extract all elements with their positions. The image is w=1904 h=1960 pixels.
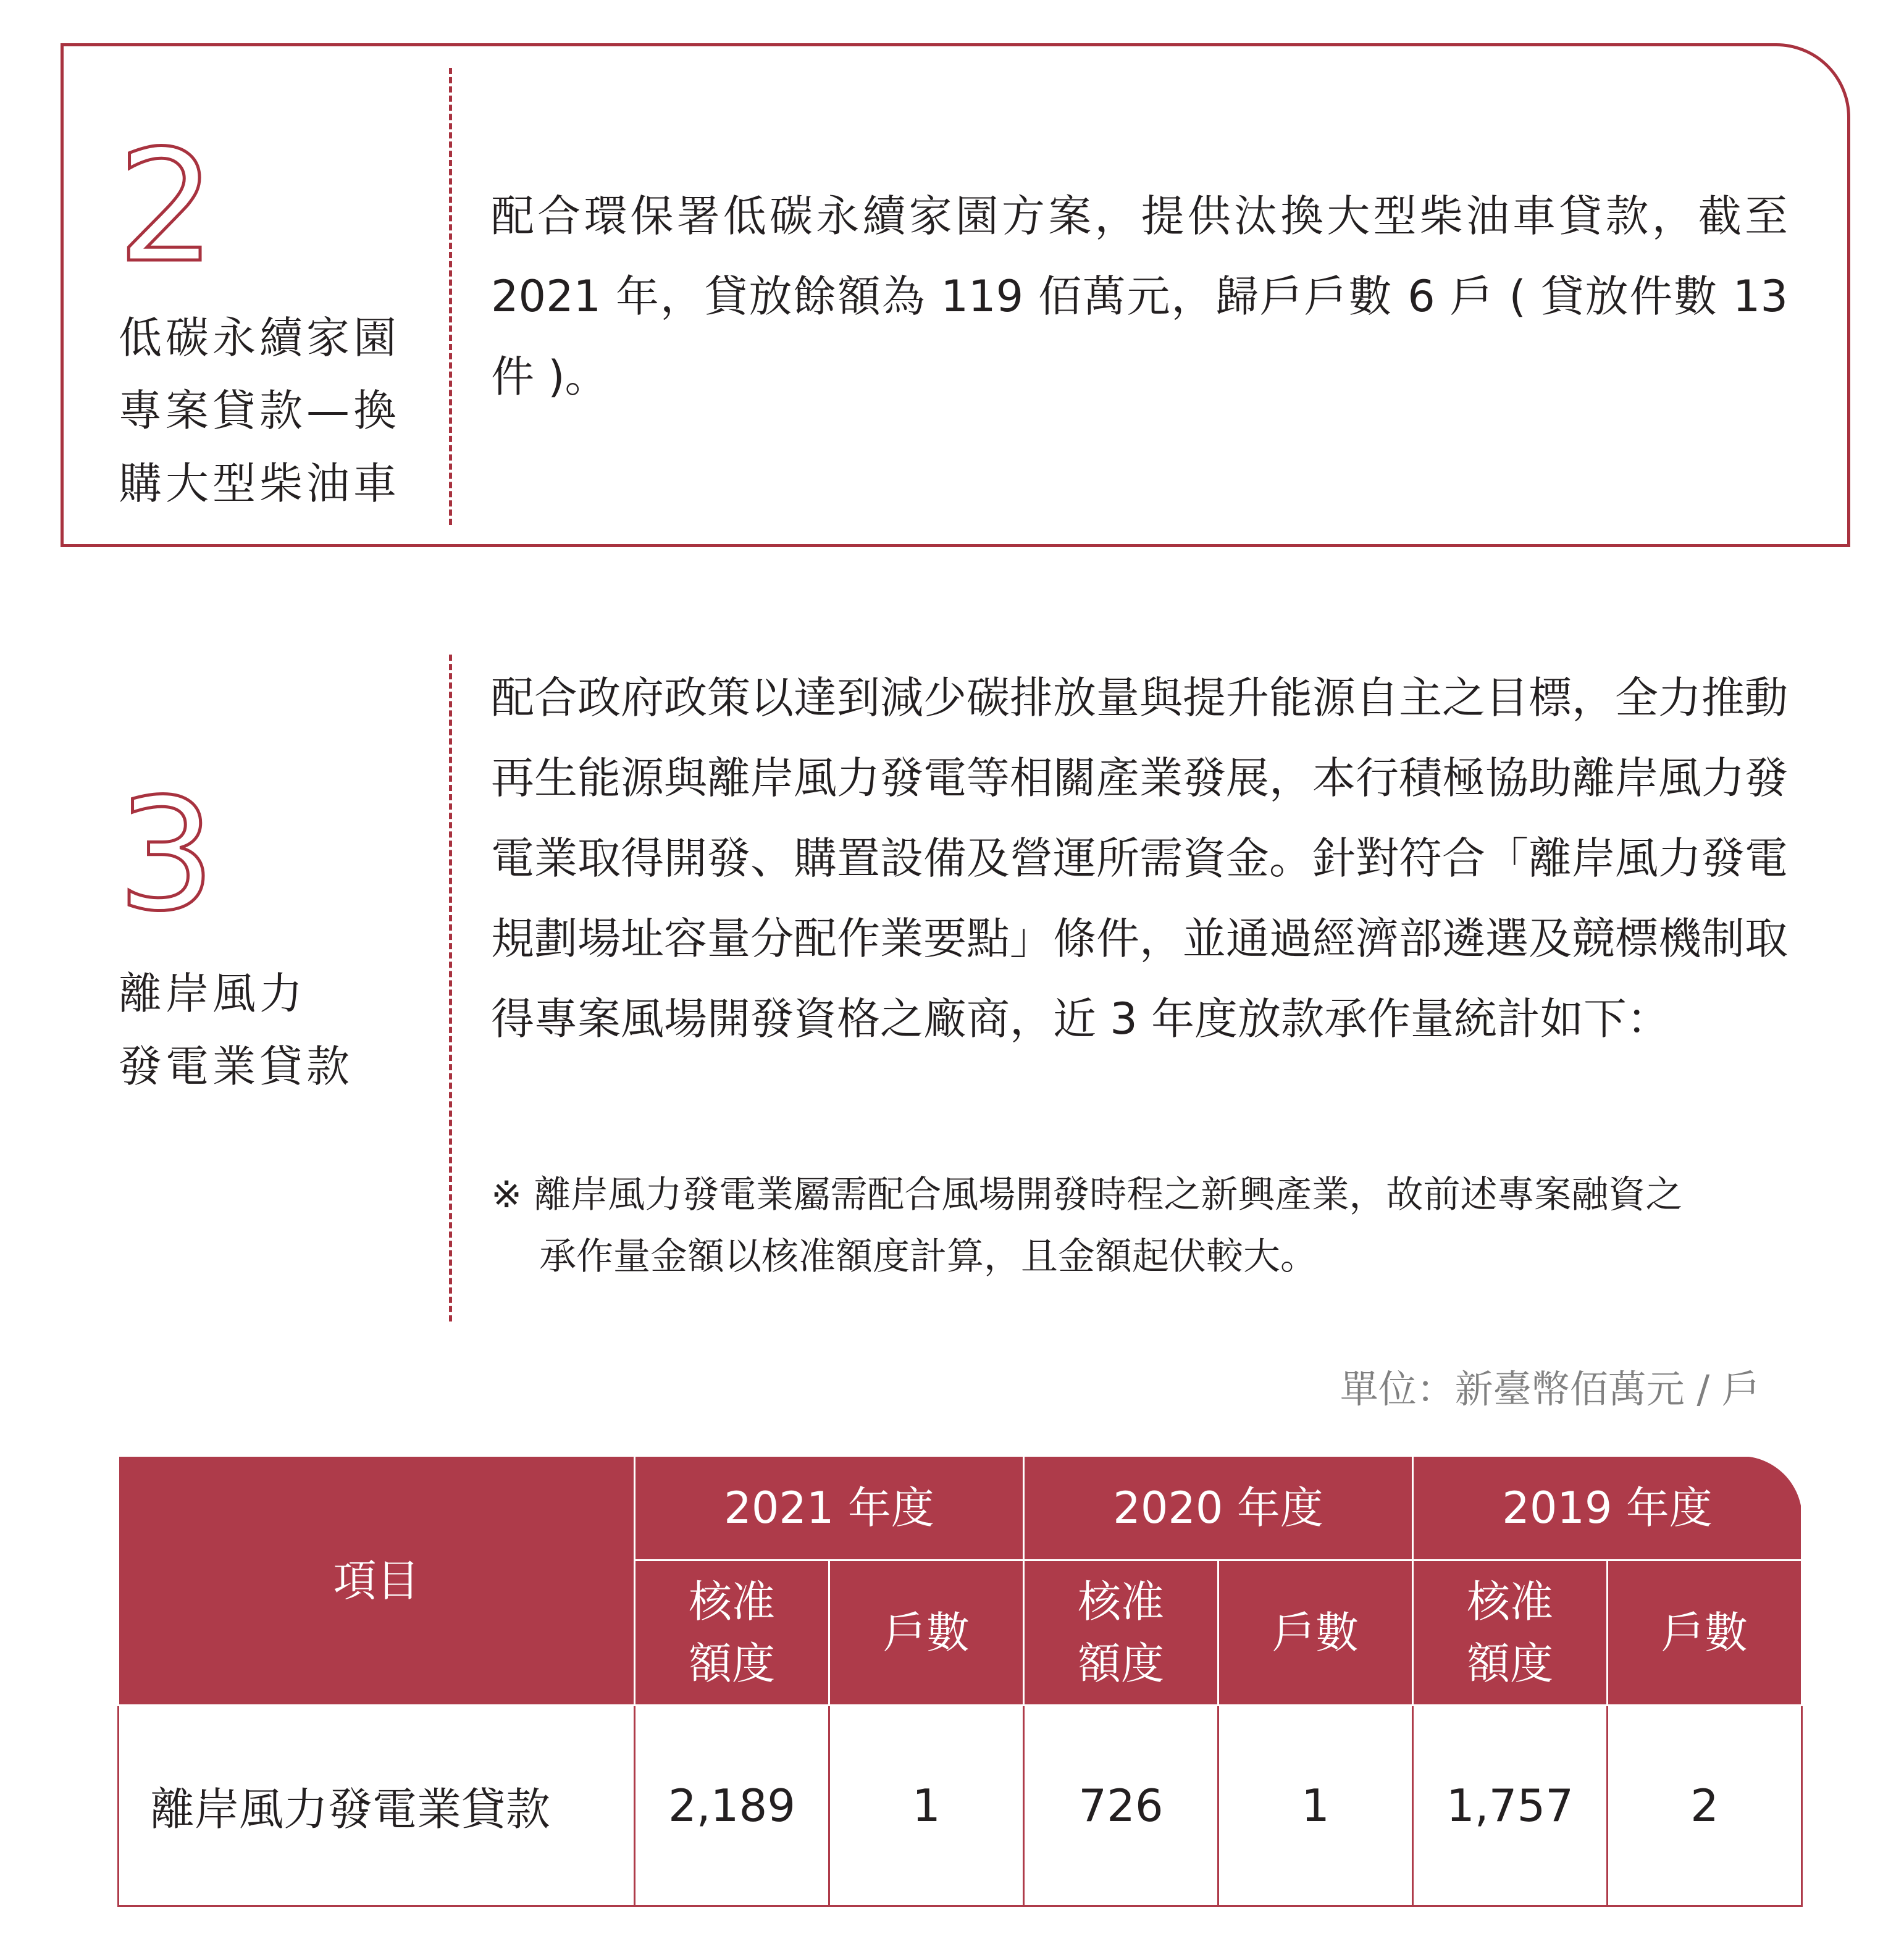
section-3-paragraph: 配合政府政策以達到減少碳排放量與提升能源自主之目標，全力推動再生能源與離岸風力發電等相關產業發展，本行積極協助離岸風力發電業取得開發、購置設備及營運所需資金。針對符合「離岸風力發電規劃場址容量分配作業要點」條件，並通過經濟部遴選及競標機制取得專案風場開發資格之廠商，近 3 年度放款承作量統計如下： — [491, 672, 1788, 1044]
row-item: 離岸風力發電業貸款 — [119, 1706, 635, 1906]
note-line: 承作量金額以核准額度計算，且金額起伏較大。 — [539, 1235, 1317, 1278]
header-amount-line: 核准 — [1467, 1577, 1553, 1627]
section-3-title-line: 發電業貸款 — [119, 1041, 353, 1092]
section-3-note — [491, 1164, 1800, 1288]
loan-volume-table — [117, 1455, 1803, 1907]
section-3-title — [119, 957, 440, 1103]
note-line: ※ 離岸風力發電業屬需配合風場開發時程之新興產業，故前述專案融資之 — [491, 1173, 1683, 1217]
section-2-title — [119, 301, 440, 520]
header-household-count: 戶數 — [1218, 1560, 1413, 1706]
section-3-divider — [449, 655, 452, 1321]
header-approved-amount — [1413, 1560, 1608, 1706]
header-household-count: 戶數 — [1608, 1560, 1802, 1706]
section-2-number: 2 — [117, 117, 216, 296]
table-row — [119, 1706, 1802, 1906]
header-item: 項目 — [119, 1456, 635, 1706]
cell-amount-2019: 1,757 — [1413, 1706, 1608, 1906]
header-amount-line: 額度 — [1467, 1638, 1553, 1689]
header-year-2019: 2019 年度 — [1413, 1456, 1802, 1560]
cell-amount-2020: 726 — [1024, 1706, 1218, 1906]
header-amount-line: 額度 — [689, 1638, 775, 1689]
header-amount-line: 核准 — [1078, 1577, 1164, 1627]
header-approved-amount — [635, 1560, 829, 1706]
header-amount-line: 核准 — [689, 1577, 775, 1627]
section-2-paragraph: 配合環保署低碳永續家園方案，提供汰換大型柴油車貸款，截至 2021 年，貸放餘額為 119 佰萬元，歸戶戶數 6 戶 ( 貸放件數 13 件 )。 — [491, 191, 1788, 402]
cell-amount-2021: 2,189 — [635, 1706, 829, 1906]
section-3-number: 3 — [117, 765, 216, 945]
section-3-title-line: 離岸風力 — [119, 968, 306, 1019]
cell-count-2021: 1 — [829, 1706, 1024, 1906]
header-household-count: 戶數 — [829, 1560, 1024, 1706]
section-2-title-line: 專案貸款—換 — [119, 385, 400, 436]
header-approved-amount — [1024, 1560, 1218, 1706]
header-amount-line: 額度 — [1078, 1638, 1164, 1689]
section-2-title-line: 低碳永續家園 — [119, 312, 400, 363]
unit-label: 單位：新臺幣佰萬元 / 戶 — [1340, 1367, 1760, 1412]
section-2-divider — [449, 68, 452, 525]
cell-count-2020: 1 — [1218, 1706, 1413, 1906]
header-year-2020: 2020 年度 — [1024, 1456, 1413, 1560]
section-2-title-line: 購大型柴油車 — [119, 458, 400, 509]
header-year-2021: 2021 年度 — [635, 1456, 1024, 1560]
cell-count-2019: 2 — [1608, 1706, 1802, 1906]
